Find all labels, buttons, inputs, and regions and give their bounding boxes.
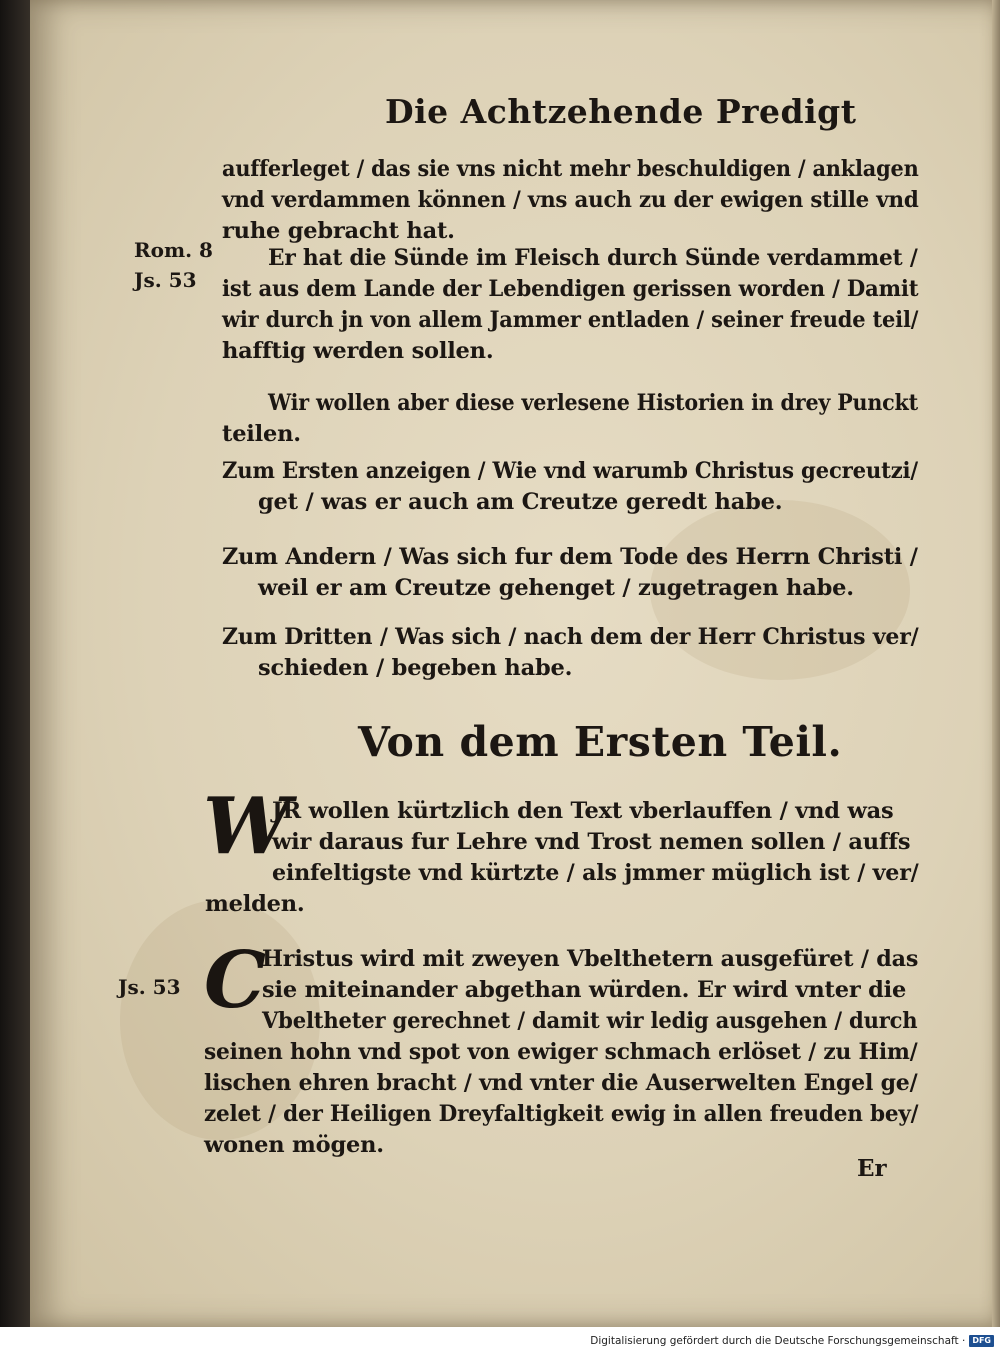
text-line: wir durch jn von allem Jammer entladen / seiner freude teil/: [222, 307, 919, 333]
running-head: Die Achtzehende Predigt: [385, 92, 857, 131]
text-line: Zum Dritten / Was sich / nach dem der Herr Christus ver/: [222, 624, 919, 650]
text-line: Zum Ersten anzeigen / Wie vnd warumb Christus gecreutzi/: [222, 458, 918, 484]
drop-initial-w: W: [203, 781, 291, 872]
text-line: Wir wollen aber diese verlesene Historien in drey Punckt: [268, 390, 919, 416]
text-line: Zum Andern / Was sich fur dem Tode des Herrn Christi /: [222, 544, 918, 570]
credit-text: Digitalisierung gefördert durch die Deutsche Forschungsgemeinschaft ·: [590, 1335, 966, 1347]
text-line: aufferleget / das sie vns nicht mehr beschuldigen / anklagen: [222, 156, 919, 182]
text-line: hafftig werden sollen.: [222, 338, 494, 364]
text-line: ruhe gebracht hat.: [222, 218, 455, 244]
text-line: Vbeltheter gerechnet / damit wir ledig ausgehen / durch: [262, 1008, 918, 1034]
text-line: Er hat die Sünde im Fleisch durch Sünde verdammet /: [268, 245, 918, 271]
text-line: get / was er auch am Creutze geredt habe.: [258, 489, 783, 515]
text-line: JR wollen kürtzlich den Text vberlauffen / vnd was: [272, 798, 894, 824]
text-line: schieden / begeben habe.: [258, 655, 573, 681]
text-line: ist aus dem Lande der Lebendigen gerissen worden / Damit: [222, 276, 919, 302]
text-line: sie miteinander abgethan würden. Er wird vnter die: [262, 977, 907, 1003]
text-line: vnd verdammen können / vns auch zu der ewigen stille vnd: [222, 187, 919, 213]
text-line: teilen.: [222, 421, 301, 447]
text-line: zelet / der Heiligen Dreyfaltigkeit ewig in allen freuden bey/: [204, 1101, 919, 1127]
page-edge: [992, 0, 1000, 1327]
footer-credit: [590, 1334, 994, 1348]
text-line: Hristus wird mit zweyen Vbelthetern ausgefüret / das: [262, 946, 919, 972]
text-line: melden.: [205, 891, 305, 917]
text-line: wir daraus fur Lehre vnd Trost nemen sollen / auffs: [272, 829, 911, 855]
text-line: wonen mögen.: [204, 1132, 384, 1158]
text-line: einfeltigste vnd kürtzte / als jmmer müglich ist / ver/: [272, 860, 919, 886]
section-heading: Von dem Ersten Teil.: [358, 718, 843, 766]
dfg-logo-icon: DFG: [969, 1335, 994, 1347]
text-line: seinen hohn vnd spot von ewiger schmach erlöset / zu Him/: [204, 1039, 918, 1065]
margin-note-rom: Rom. 8: [134, 238, 213, 262]
catchword: Er: [857, 1155, 887, 1182]
book-edge-shadow: [0, 0, 34, 1330]
margin-note-isaiah: Js. 53: [134, 268, 197, 292]
text-line: weil er am Creutze gehenget / zugetragen habe.: [258, 575, 854, 601]
text-line: lischen ehren bracht / vnd vnter die Auserwelten Engel ge/: [204, 1070, 918, 1096]
margin-note-isaiah: Js. 53: [118, 975, 181, 999]
drop-initial-c: C: [204, 935, 267, 1026]
